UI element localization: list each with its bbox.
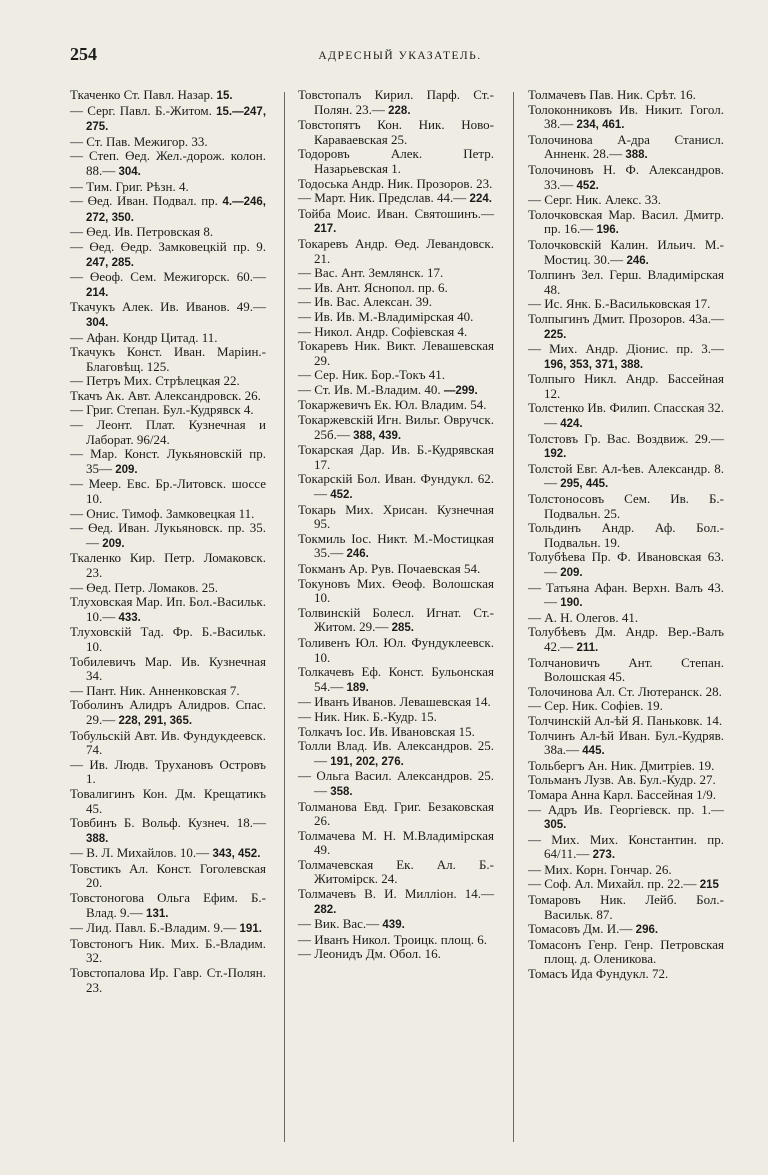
directory-entry [298,383,494,399]
entry-numbers: 295, 445. [560,478,609,491]
entry-numbers: 358. [330,785,353,798]
entry-numbers: 191, 202, 276. [330,755,404,768]
entry-text: — Леонт. Плат. Кузнечная и Лаборат. 96/24. [70,417,266,447]
directory-entry [298,413,494,443]
directory-entry [528,462,724,492]
entry-text: Толивенъ Юл. Юл. Фундуклеевск. 10. [298,634,494,665]
directory-entry [70,447,266,477]
entry-text: — Мар. Конст. Лукьяновскій пр. 35— [70,446,266,476]
directory-entry [528,759,724,774]
directory-entry [528,88,724,103]
entry-numbers: 224. [469,193,492,206]
entry-text: — Петръ Мих. Стрѣлецкая 22. [70,373,240,389]
entry-text: Толмачевская Ек. Ал. Б.-Житомірск. 24. [298,856,494,887]
entry-text: Толочиновъ Н. Ф. Александров. 33.— [528,161,724,192]
entry-text: Толчинскій Ал-ѣй Я. Паньковк. 14. [528,712,723,728]
entry-text: — Ст. Пав. Межигор. 33. [70,133,208,149]
entry-numbers: 296. [635,924,659,937]
entry-text: Токарь Мих. Хрисан. Кузнечная 95. [298,501,494,532]
directory-entry [528,163,724,193]
directory-entry [528,656,724,685]
directory-entry [298,266,494,281]
entry-numbers: 433. [118,611,141,624]
entry-text: Томаровъ Ник. Лейб. Бол.-Васильк. 87. [528,892,724,922]
entry-numbers: 209. [560,567,583,579]
directory-entry [528,401,724,431]
entry-numbers: 304. [118,165,141,178]
entry-text: — Март. Ник. Предслав. 44.— [298,190,467,206]
entry-text: — Өед. Иван. Лукьяновск. пр. 35.— [70,520,266,550]
entry-text: Ткачукъ Конст. Иван. Маріин.-Благовѣщ. 125. [70,344,266,374]
entry-text: — Никол. Андр. Софіевская 4. [298,323,468,339]
entry-text: — Иванъ Иванов. Левашевская 14. [298,694,491,710]
entry-text: — Өед. Петр. Ломаков. 25. [70,579,219,595]
directory-entry [298,739,494,769]
entry-text: Толстенко Ив. Филип. Спасская 32.— [528,400,724,431]
directory-entry [70,625,266,654]
entry-numbers: 388, 439. [353,429,402,442]
directory-entry [70,225,266,240]
entry-text: Тольбергъ Ан. Ник. Дмитріев. 19. [528,757,715,773]
directory-entry [528,297,724,312]
directory-entry [298,207,494,237]
entry-text: Токуновъ Мих. Өеоф. Волошская 10. [298,575,494,606]
entry-text: Толпинъ Зел. Герш. Владимірская 48. [528,267,724,297]
directory-entry [528,550,724,580]
directory-entry [70,270,266,300]
entry-numbers: 439. [382,919,405,932]
directory-entry [298,800,494,829]
directory-entry [70,521,266,551]
entry-text: — Леонидъ Дм. Обол. 16. [298,946,441,962]
directory-entry [70,816,266,846]
entry-text: Толчановичъ Ант. Степан. Волошская 45. [528,654,724,685]
entry-text: Товстопятъ Кон. Ник. Ново-Караваевская 25. [298,117,494,147]
entry-text: Товстопалова Ир. Гавр. Ст.-Полян. 23. [70,965,266,995]
directory-entry [298,88,494,118]
entry-text: — Мих. Андр. Діонис. пр. 3.— [528,341,724,357]
directory-entry [70,581,266,596]
entry-numbers: 285. [391,622,414,635]
entry-numbers: 282. [314,903,337,916]
directory-entry [528,581,724,611]
entry-text: Толстой Евг. Ал-ѣев. Александр. 8.— [528,460,724,491]
directory-entry [298,933,494,948]
entry-text: Тоболинъ Алидръ Алидров. Спас. 29.— [70,697,266,727]
directory-entry [298,191,494,207]
directory-entry [70,891,266,921]
entry-text: Тольманъ Лузв. Ав. Бул.-Кудр. 27. [528,772,716,788]
directory-entry [528,685,724,700]
entry-text: Толкачевъ Еф. Конст. Бульонская 54.— [298,664,494,694]
directory-entry [528,699,724,714]
directory-entry [70,374,266,389]
entry-text: — Лид. Павл. Б.-Владим. 9.— [70,920,237,936]
entry-text: Томасовъ Дм. И.— [528,921,633,937]
entry-text: — Тим. Григ. Рѣзн. 4. [70,178,189,194]
entry-text: Ткаленко Кир. Петр. Ломаковск. 23. [70,550,266,580]
directory-entry [298,281,494,296]
entry-text: — Өед. Иван. Подвал. пр. [70,193,218,209]
entry-numbers: 15. [216,90,233,102]
entry-numbers: 215 [699,879,719,892]
directory-entry [70,180,266,195]
entry-text: Токаревъ Ник. Викт. Левашевская 29. [298,338,494,368]
entry-numbers: 209. [102,537,125,550]
entry-text: Толманова Евд. Григ. Безаковская 26. [298,798,494,829]
entry-text: Ткачъ Ак. Авт. Александровск. 26. [70,387,261,403]
directory-entry [298,295,494,310]
directory-entry [298,443,494,472]
directory-entry [298,665,494,695]
directory-entry [298,887,494,917]
entry-numbers: 189. [346,681,369,694]
entry-text: Толубѣевъ Дм. Андр. Вер.-Валъ 42.— [528,624,724,654]
directory-entry [70,88,266,104]
directory-entry [528,922,724,938]
directory-entry [298,577,494,606]
entry-numbers: 246. [346,548,369,561]
entry-text: — Ив. Вас. Алексан. 39. [298,294,433,310]
entry-text: — Меер. Евс. Бр.-Литовск. шоссе 10. [70,476,266,507]
entry-text: Тольдинъ Андр. Аф. Бол.-Подвальн. 19. [528,520,724,550]
entry-text: Тобульскій Авт. Ив. Фундукдеевск. 74. [70,727,266,758]
entry-text: — Серг. Павл. Б.-Житом. [70,102,212,118]
entry-text: — Вас. Ант. Землянск. 17. [298,265,444,281]
entry-text: Толубѣева Пр. Ф. Ивановская 63.— [528,549,724,579]
entry-text: Толмачевъ В. И. Милліон. 14.— [298,886,494,902]
entry-text: — Сер. Ник. Софіев. 19. [528,698,663,714]
entry-text: Ткаченко Ст. Павл. Назар. [70,87,214,102]
directory-entry [528,877,724,893]
directory-entry [70,758,266,787]
entry-text: Толстоносовъ Сем. Ив. Б.-Подвальн. 25. [528,491,724,521]
directory-entry [298,177,494,192]
column-2 [298,88,494,962]
entry-text: Толмачева М. Н. М.Владимірская 49. [298,827,494,858]
entry-numbers: 246. [626,254,649,267]
directory-entry [298,725,494,740]
entry-numbers: 192. [544,448,567,461]
directory-entry [70,655,266,684]
entry-numbers: 343, 452. [212,848,261,861]
directory-entry [298,532,494,562]
entry-text: Токаржевичъ Ек. Юл. Владим. 54. [298,397,487,413]
entry-text: Тодоська Андр. Ник. Прозоров. 23. [298,175,493,191]
directory-entry [528,833,724,863]
directory-entry [298,858,494,887]
directory-entry [70,149,266,179]
directory-entry [298,310,494,325]
entry-text: — В. Л. Михайлов. 10.— [70,845,210,861]
directory-entry [298,118,494,147]
directory-entry [70,698,266,728]
entry-numbers: 445. [582,745,605,758]
entry-text: — Ив. Ив. М.-Владимірская 40. [298,308,474,324]
entry-text: — Мих. Корн. Гончар. 26. [528,861,672,877]
entry-text: Токарская Дар. Ив. Б.-Кудрявская 17. [298,442,494,472]
entry-text: Толочинова Ал. Ст. Лютеранск. 28. [528,683,722,699]
entry-numbers: —299. [443,384,478,397]
entry-text: — Григ. Степан. Бул.-Кудрявск 4. [70,402,254,418]
page-number: 254 [70,44,97,64]
column-divider [513,92,514,1142]
entry-text: Толочковская Мар. Васил. Дмитр. пр. 16.— [528,206,724,237]
entry-text: Толстовъ Гр. Вас. Воздвиж. 29.— [528,430,724,446]
entry-text: — Ив. Ант. Яснопол. пр. 6. [298,279,448,295]
directory-entry [70,921,266,937]
directory-entry [70,345,266,374]
directory-entry [70,787,266,816]
entry-numbers: 4.—246, 272, 350. [86,196,267,224]
directory-entry [70,331,266,346]
column-3 [528,88,724,982]
entry-text: Токаржевскій Игн. Вильг. Овручск. 25б.— [298,412,494,442]
directory-entry [70,862,266,891]
column-1 [70,88,266,995]
directory-entry [528,863,724,878]
entry-text: Толкачъ Іос. Ив. Ивановская 15. [298,723,475,739]
entry-text: Толочковскій Калин. Ильич. М.-Мостиц. 30.— [528,236,724,267]
directory-entry [298,398,494,413]
entry-text: — Сер. Ник. Бор.-Токъ 41. [298,367,446,383]
directory-entry [528,238,724,268]
entry-numbers: 247, 285. [86,256,134,269]
directory-entry [70,937,266,966]
directory-entry [528,773,724,788]
directory-entry [528,342,724,372]
directory-entry [70,846,266,862]
entry-numbers: 214. [86,286,109,299]
directory-entry [528,938,724,967]
entry-numbers: 305. [544,819,567,832]
directory-entry [70,507,266,522]
directory-entry [528,312,724,342]
directory-entry [528,803,724,833]
directory-entry [70,300,266,330]
entry-numbers: 273. [592,849,616,862]
entry-text: — Соф. Ал. Михайл. пр. 22.— [528,876,697,892]
entry-text: — Онис. Тимоф. Замковецкая 11. [70,505,255,521]
directory-entry [528,492,724,521]
directory-entry [298,606,494,636]
directory-entry [70,403,266,418]
entry-text: Токманъ Ар. Рув. Почаевская 54. [298,561,481,576]
directory-entry [528,967,724,982]
directory-entry [528,611,724,626]
entry-text: Томасонъ Генр. Генр. Петровская площ. д. Оленикова. [528,936,724,967]
directory-entry [298,710,494,725]
entry-text: — Ст. Ив. М.-Владим. 40. [298,381,441,397]
directory-entry [298,472,494,502]
directory-entry [298,147,494,176]
directory-entry [528,103,724,133]
entry-text: — Ник. Ник. Б.-Кудр. 15. [298,708,437,724]
entry-text: — Ис. Янк. Б.-Васильковская 17. [528,296,711,312]
entry-text: Толмачевъ Пав. Ник. Срѣт. 16. [528,87,696,102]
entry-text: — Иванъ Никол. Троицк. площ. 6. [298,931,488,947]
directory-entry [298,368,494,383]
entry-text: Тойба Моис. Иван. Святошинъ.— [298,205,494,221]
directory-entry [528,729,724,759]
entry-text: Тлуховскій Тад. Фр. Б.-Васильк. 10. [70,624,266,654]
directory-entry [298,325,494,340]
directory-entry [528,193,724,208]
directory-entry [70,729,266,758]
directory-entry [298,562,494,577]
directory-entry [70,595,266,625]
entry-text: — Афан. Кондр Цитад. 11. [70,329,218,345]
entry-text: Толчинъ Ал-ѣй Иван. Бул.-Кудряв. 38а.— [528,727,724,758]
directory-entry [528,625,724,655]
directory-entry [70,104,266,135]
entry-text: Тлуховская Мар. Ип. Бол.-Васильк. 10.— [70,594,266,624]
entry-text: Толпыго Никл. Андр. Бассейная 12. [528,371,724,401]
directory-entry [70,551,266,580]
entry-numbers: 196, 353, 371, 388. [544,358,644,371]
running-title: АДРЕСНЫЙ УКАЗАТЕЛЬ. [318,50,482,62]
entry-numbers: 228. [388,104,411,117]
directory-entry [528,268,724,297]
entry-numbers: 225. [544,328,567,341]
directory-entry [70,389,266,404]
directory-entry [298,237,494,266]
entry-text: Товалигинъ Кон. Дм. Крещатикъ 45. [70,785,266,816]
directory-entry [70,477,266,506]
entry-numbers: 131. [146,907,169,920]
entry-text: Товбинъ Б. Вольф. Кузнеч. 18.— [70,815,266,831]
entry-text: — Ольга Васил. Александров. 25.— [298,768,494,798]
entry-text: Толоконниковъ Ив. Никит. Гогол. 38.— [528,101,724,132]
entry-numbers: 388. [86,832,109,845]
page-header [70,44,730,72]
directory-entry [528,133,724,163]
entry-numbers: 388. [625,149,648,162]
entry-numbers: 217. [314,223,337,236]
entry-text: — Степ. Өед. Жел.-дорож. колон. 88.— [70,148,266,178]
entry-text: — Ив. Людв. Трухановъ Островъ 1. [70,756,266,787]
directory-entry [70,418,266,447]
directory-entry [528,432,724,462]
entry-text: Толочинова А-дра Станисл. Анненк. 28.— [528,131,724,162]
directory-entry [70,240,266,270]
entry-text: — Мих. Мих. Константин. пр. 64/11.— [528,831,724,862]
directory-entry [298,829,494,858]
directory-entry [528,714,724,729]
entry-text: Токмиль Іос. Никт. М.-Мостицкая 35.— [298,530,494,561]
entry-numbers: 209. [115,463,138,476]
directory-entry [298,695,494,710]
directory-entry [70,135,266,150]
entry-numbers: 228, 291, 365. [118,714,193,727]
entry-text: — Пант. Ник. Анненковская 7. [70,682,240,698]
directory-entry [528,788,724,803]
directory-entry [528,372,724,401]
entry-numbers: 424. [560,418,583,431]
entry-text: Токаревъ Андр. Өед. Левандовск. 21. [298,235,494,266]
directory-entry [298,636,494,665]
entry-numbers: 190. [560,597,583,610]
entry-numbers: 304. [86,316,109,329]
directory-entry [298,769,494,799]
entry-text: Товстикъ Ал. Конст. Гоголевская 20. [70,860,266,891]
entry-text: Толли Влад. Ив. Александров. 25.— [298,738,494,768]
directory-entry [298,339,494,368]
entry-text: Томасъ Ида Фундукл. 72. [528,966,669,982]
entry-numbers: 191. [239,923,262,936]
directory-entry [528,208,724,238]
entry-text: Толвинскій Болесл. Игнат. Ст.-Житом. 29.— [298,604,494,635]
entry-text: Тобилевичъ Мар. Ив. Кузнечная 34. [70,653,266,684]
directory-entry [528,893,724,922]
entry-text: — Вик. Вас.— [298,916,380,932]
entry-numbers: 211. [576,641,599,654]
directory-entry [70,684,266,699]
entry-text: — Серг. Ник. Алекс. 33. [528,192,662,208]
directory-entry [298,503,494,532]
entry-text: Томара Анна Карл. Бассейная 1/9. [528,786,717,802]
column-divider [284,92,285,1142]
entry-text: — Адръ Ив. Георгіевск. пр. 1.— [528,801,724,817]
entry-text: — Татьяна Афан. Верхн. Валъ 43.— [528,579,724,610]
entry-text: Толпыгинъ Дмит. Прозоров. 43а.— [528,310,724,326]
entry-numbers: 234, 461. [576,119,625,132]
entry-text: Ткачукъ Алек. Ив. Иванов. 49.— [70,299,266,315]
entry-text: Тодоровъ Алек. Петр. Назарьевская 1. [298,146,494,176]
entry-numbers: 196. [596,224,619,237]
directory-entry [70,966,266,995]
entry-text: Товстоногова Ольга Ефим. Б.-Влад. 9.— [70,890,266,920]
entry-text: — Өеоф. Сем. Межигорск. 60.— [70,269,266,285]
entry-text: Товстоногъ Ник. Мих. Б.-Владим. 32. [70,935,266,966]
entry-text: — А. Н. Олегов. 41. [528,609,639,625]
directory-entry [298,947,494,962]
directory-entry [528,521,724,550]
directory-entry [298,917,494,933]
directory-entry [70,194,266,225]
entry-numbers: 15.—247, 275. [86,105,267,134]
entry-text: — Өед. Ив. Петровская 8. [70,224,214,240]
entry-text: — Өед. Өедр. Замковецкій пр. 9. [70,238,266,254]
entry-text: Товстопалъ Кирил. Парф. Ст.-Полян. 23.— [298,87,494,117]
entry-text: Токарскій Бол. Иван. Фундукл. 62.— [298,471,494,502]
entry-numbers: 452. [576,179,599,192]
entry-numbers: 452. [330,489,353,502]
